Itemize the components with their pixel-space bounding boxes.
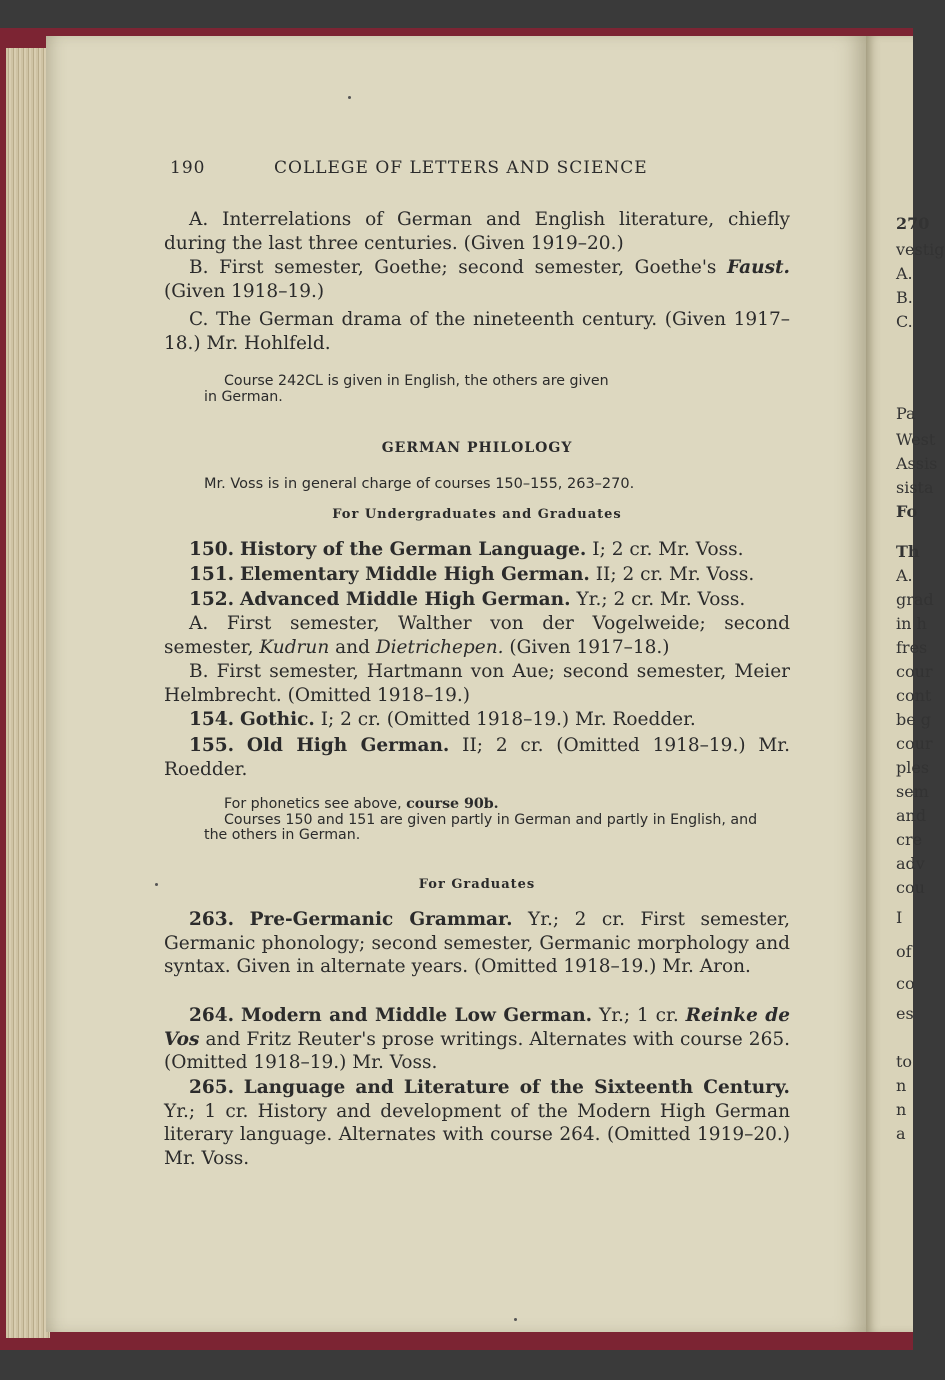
course-152-a: A. First semester, Walther von der Vogelweide; second semester, Kudrun and Dietrichepen. (Given 1917–18.) — [164, 613, 790, 658]
facing-fragment: A. — [896, 264, 913, 283]
facing-fragment: ples — [896, 758, 930, 777]
facing-fragment: n — [896, 1100, 907, 1119]
facing-fragment: Assis — [896, 454, 938, 473]
facing-fragment: to — [896, 1052, 913, 1071]
section-heading: GERMAN PHILOLOGY — [381, 440, 573, 456]
note-line: Courses 150 and 151 are given partly in German and partly in English, and the others in German. — [204, 811, 758, 843]
facing-fragment: 270 — [896, 214, 930, 233]
facing-fragment: A. — [896, 566, 913, 585]
facing-fragment: cont — [896, 686, 932, 705]
course-151: 151. Elementary Middle High German. II; 2 cr. Mr. Voss. — [189, 564, 755, 585]
course-152-b: B. First semester, Hartmann von Aue; second semester, Meier Helmbrecht. (Omitted 1918–19.) — [164, 661, 790, 706]
course-150: 150. History of the German Language. I; 2 cr. Mr. Voss. — [189, 539, 744, 560]
course-155: 155. Old High German. II; 2 cr. (Omitted 1918–19.) Mr. Roedder. — [164, 735, 790, 780]
course-154: 154. Gothic. I; 2 cr. (Omitted 1918–19.) Mr. Roedder. — [189, 709, 696, 730]
note-phonetics — [204, 797, 764, 844]
course-152: 152. Advanced Middle High German. Yr.; 2 cr. Mr. Voss. — [189, 589, 746, 610]
facing-fragment: es — [896, 1004, 914, 1023]
page-speck — [348, 96, 351, 99]
note-course-242 — [204, 374, 764, 405]
running-title: COLLEGE OF LETTERS AND SCIENCE — [274, 158, 648, 178]
note-line: For phonetics see above, course 90b. — [224, 796, 499, 812]
facing-fragment: Th — [896, 542, 920, 561]
facing-fragment: adv — [896, 854, 925, 873]
item-a: A. Interrelations of German and English literature, chiefly during the last three centuries. (Given 1919–20.) — [164, 209, 790, 254]
facing-fragment: cour — [896, 662, 933, 681]
section-intro: Mr. Voss is in general charge of courses 150–155, 263–270. — [204, 476, 635, 492]
facing-page — [866, 36, 945, 1332]
page-number: 190 — [170, 158, 206, 178]
facing-fragment: be g — [896, 710, 932, 729]
course-264: 264. Modern and Middle Low German. Yr.; 1 cr. Reinke de Vos and Fritz Reuter's prose writings. Alternates with course 265. (Omitted 1918–19.) Mr. Voss. — [164, 1005, 791, 1073]
facing-fragment: n — [896, 1076, 907, 1095]
facing-fragment: co — [896, 974, 915, 993]
facing-fragment: sem — [896, 782, 929, 801]
page-edges — [6, 48, 50, 1338]
course-265: 265. Language and Literature of the Sixteenth Century. Yr.; 1 cr. History and development of the Modern High German literary language. Alternates with course 264. (Omitted 1919–20.) Mr. Voss. — [164, 1077, 790, 1169]
page-speck — [155, 883, 158, 886]
facing-fragment: I — [896, 908, 903, 927]
facing-fragment: Fo — [896, 502, 918, 521]
facing-fragment: cre — [896, 830, 923, 849]
subheading-graduates: For Graduates — [418, 877, 536, 892]
facing-fragment: fres — [896, 638, 928, 657]
item-c: C. The German drama of the nineteenth century. (Given 1917–18.) Mr. Hohlfeld. — [164, 309, 790, 354]
subheading-undergrad: For Undergraduates and Graduates — [332, 507, 622, 522]
facing-fragment: West — [896, 430, 936, 449]
facing-fragment: in h — [896, 614, 927, 633]
facing-fragment: cour — [896, 734, 933, 753]
facing-fragment: C. — [896, 312, 913, 331]
facing-fragment: and — [896, 806, 927, 825]
facing-fragment: of — [896, 942, 912, 961]
facing-fragment: Pa — [896, 404, 916, 423]
facing-fragment: cou — [896, 878, 925, 897]
facing-fragment: a — [896, 1124, 906, 1143]
facing-fragment: sista — [896, 478, 934, 497]
facing-fragment: B. — [896, 288, 913, 307]
note-line: in German. — [204, 388, 283, 405]
page-speck — [514, 1318, 517, 1321]
course-263: 263. Pre-Germanic Grammar. Yr.; 2 cr. First semester, Germanic phonology; second semester, Germanic morphology and syntax. Given in alternate years. (Omitted 1918–19.) Mr. Aron. — [164, 909, 790, 977]
facing-fragment: grad — [896, 590, 934, 609]
note-line: Course 242CL is given in English, the others are given — [224, 373, 609, 389]
facing-fragment: vestig — [896, 240, 945, 259]
item-b: B. First semester, Goethe; second semester, Goethe's Faust. (Given 1918–19.) — [164, 257, 790, 302]
